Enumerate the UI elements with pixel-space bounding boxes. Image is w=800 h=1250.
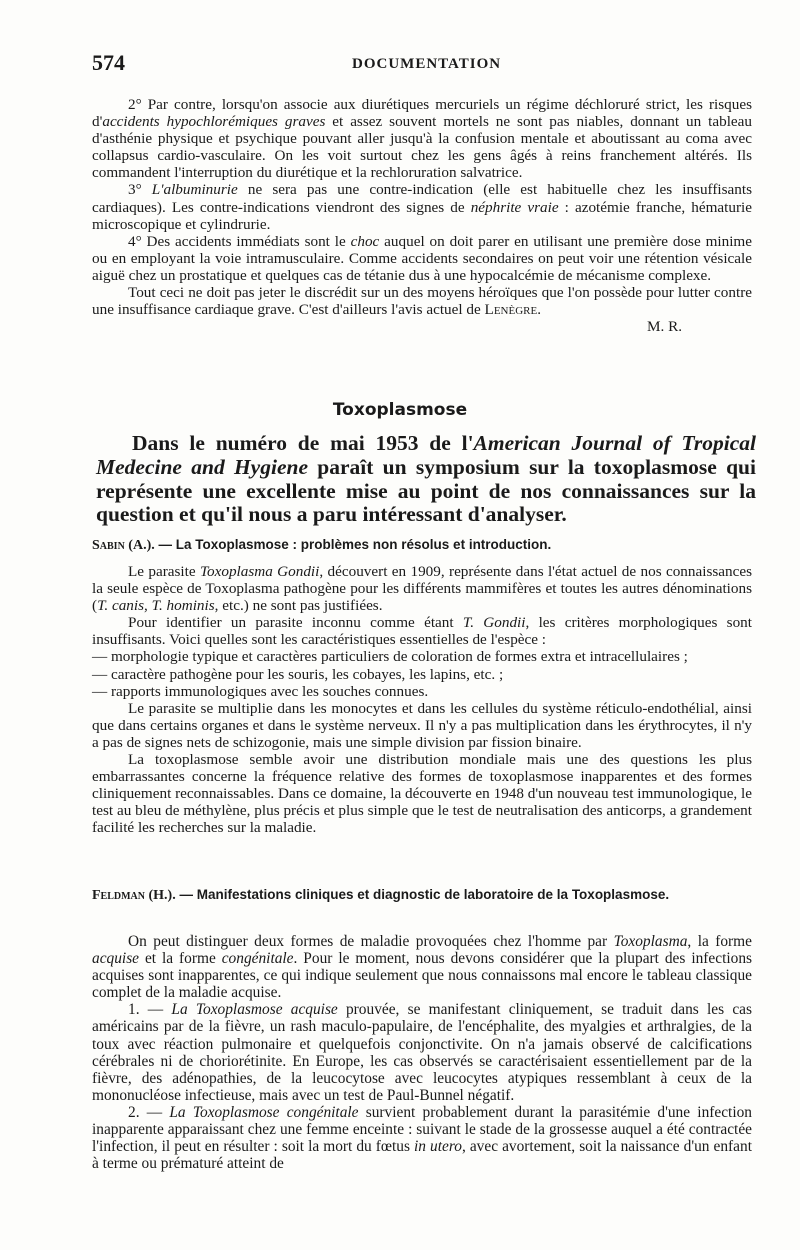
paragraph: Le parasite Toxoplasma Gondii, découvert en 1909, représente dans l'état actuel de nos connaissances la seule espèce de Toxoplasma pathogène pour les différents mammifères et toutes les autres dénominations (T. canis, T. hominis, etc.) ne sont pas justifiées. [92,563,752,615]
list-item: — morphologie typique et caractères particuliers de coloration de formes extra et intracellulaires ; [92,648,688,666]
previous-article-text [92,96,752,335]
section-title: Toxoplasmose [332,400,468,420]
page-number: 574 [92,50,125,75]
review-author: Sabin (A.). [92,538,155,553]
paragraph: 2° Par contre, lorsqu'on associe aux diurétiques mercuriels un régime déchloruré strict, les risques d'accidents hypochlorémiques graves et assez souvent mortels ne sont pas niables, donnant un tableau d'asthénie physique et psychique pouvant aller jusqu'à la confusion mentale et aboutissant au coma avec collapsus cardio-vasculaire. On les voit surtout chez les gens âgés à reins franchement altérés. Ils commandent l'interruption du diurétique et la rechloruration salvatrice. [92,96,753,182]
review-heading-sabin: Sabin (A.). — La Toxoplasmose : problèmes non résolus et introduction. [92,537,552,553]
review-author: Feldman (H.). [92,888,176,903]
review-title: La Toxoplasmose : problèmes non résolus et introduction. [175,537,552,552]
paragraph: On peut distinguer deux formes de maladie provoquées chez l'homme par Toxoplasma, la forme acquise et la forme congénitale. Pour le moment, nous devons considérer que la plupart des infections acquises sont inapparentes, ce qui indique seulement que nous connaissons mal encore le tableau classique complet de la maladie acquise. [92,933,753,1002]
author-signature: M. R. [646,318,682,336]
paragraph: Le parasite se multiplie dans les monocytes et dans les cellules du système réticulo-endothélial, ainsi que dans certains organes et dans le système nerveux. Il n'y a pas multiplication dans les érythrocytes, il n'y a pas de signes nets de schizogonie, mais une simple division par fission binaire. [92,699,752,751]
paragraph: 4° Des accidents immédiats sont le choc auquel on doit parer en utilisant une première dose minime ou en employant la voie intramusculaire. Comme accidents secondaires on peut voir une rétention vésicale aiguë chez un prostatique et quelques cas de tétanie dus à une hypocalcémie de mécanisme complexe. [92,232,752,284]
review-body-sabin [92,563,752,837]
list-item: — rapports immunologiques avec les souches connues. [92,682,429,700]
lead-paragraph: Dans le numéro de mai 1953 de l'American Journal of Tropical Medecine and Hygiene paraît un symposium sur la toxoplasmose qui représente une excellente mise au point de nos connaissances sur la question et qu'il nous a paru intéressant d'analyser. [96,431,756,527]
review-body-feldman [92,933,752,1172]
paragraph: La toxoplasmose semble avoir une distribution mondiale mais une des questions les plus embarrassantes concerne la fréquence relative des formes de toxoplasmose inapparentes et des formes cliniquement reconnaissables. Dans ce domaine, la découverte en 1948 d'un nouveau test immunologique, le test au bleu de méthylène, plus précis et plus simple que le test de neutralisation des anticorps, a grandement facilité les recherches sur la maladie. [92,751,752,837]
review-title: Manifestations cliniques et diagnostic de laboratoire de la Toxoplasmose. [196,887,670,902]
paragraph: 1. — La Toxoplasmose acquise prouvée, se manifestant cliniquement, se traduit dans les cas américains par de la fièvre, un rash maculo-papulaire, de l'encéphalite, des myalgies et arthralgies, de la toux avec réaction pulmonaire et quelquefois conjonctivite. On n'a jamais observé de calcifications cérébrales ni de choriorétinite. En Europe, les cas observés se caractérisaient essentiellement par de la fièvre, des adénopathies, de la leucocytose avec leucocytes atypiques ressemblant à ceux de la mononucléose infectieuse, mais avec un test de Paul-Bunnel négatif. [92,1001,752,1104]
paragraph: Pour identifier un parasite inconnu comme étant T. Gondii, les critères morphologiques sont insuffisants. Voici quelles sont les caractéristiques essentielles de l'espèce : [92,614,752,649]
running-title: DOCUMENTATION [352,56,502,72]
paragraph: 2. — La Toxoplasmose congénitale survient probablement durant la parasitémie d'une infection inapparente apparaissant chez une femme enceinte : suivant le stade de la grossesse auquel a été contractée l'infection, il peut en résulter : soit la mort du fœtus in utero, avec avortement, soit la naissance d'un enfant à terme ou prématuré atteint de [92,1103,753,1173]
paragraph: 3° L'albuminurie ne sera pas une contre-indication (elle est habituelle chez les insuffisants cardiaques). Les contre-indications viendront des signes de néphrite vraie : azotémie franche, hématurie microscopique et cylindrurie. [92,181,752,233]
review-heading-feldman: Feldman (H.). — Manifestations cliniques et diagnostic de laboratoire de la Toxoplasmose. [92,887,670,903]
list-item: — caractère pathogène pour les souris, les cobayes, les lapins, etc. ; [92,665,504,683]
page-header [92,48,752,78]
paragraph: Tout ceci ne doit pas jeter le discrédit sur un des moyens héroïques que l'on possède pour lutter contre une insuffisance cardiaque grave. C'est d'ailleurs l'avis actuel de Lenègre. [92,284,752,319]
